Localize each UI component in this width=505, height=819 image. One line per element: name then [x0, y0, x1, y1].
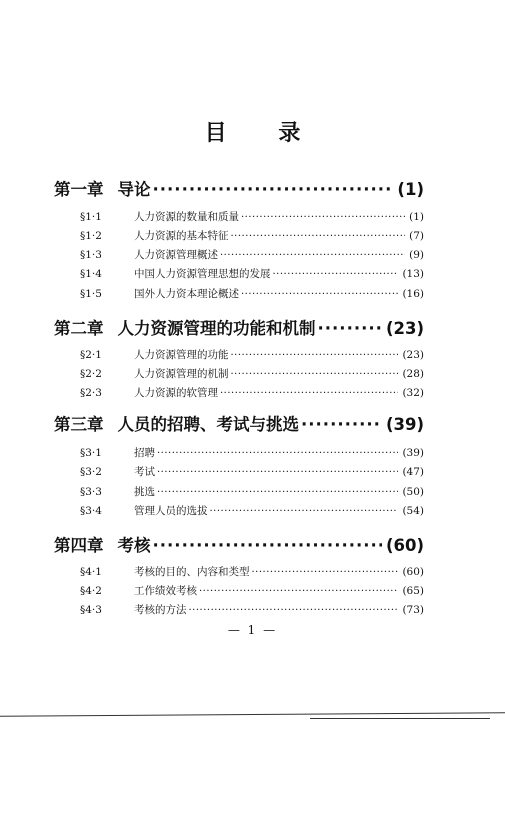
section-entry	[80, 347, 424, 362]
section-entry	[80, 266, 424, 281]
section-entry	[80, 445, 424, 460]
dot-leader	[273, 269, 399, 280]
section-title: 管理人员的选拔	[134, 505, 208, 517]
chapter-3-entry	[54, 411, 424, 435]
chapter-title: 人力资源管理的功能和机制	[117, 319, 316, 338]
section-number: §3·3	[80, 486, 102, 498]
page-number: — 1 —	[227, 623, 278, 637]
chapter-page: (39)	[385, 415, 424, 434]
section-page: (73)	[402, 604, 424, 616]
section-number: §1·5	[80, 288, 102, 300]
dot-leader	[220, 250, 405, 261]
section-title: 国外人力资本理论概述	[134, 288, 239, 300]
section-title: 挑选	[134, 486, 155, 498]
section-number: §1·1	[80, 211, 102, 223]
section-title: 人力资源的软管理	[134, 387, 218, 399]
section-entry	[80, 385, 424, 400]
chapter-2-entry	[54, 315, 424, 339]
scan-artifact-line	[0, 712, 505, 717]
dot-leader	[231, 231, 406, 242]
chapter-title: 考核	[117, 536, 151, 555]
dot-leader	[189, 605, 399, 616]
section-title: 人力资源管理的机制	[134, 368, 229, 380]
section-entry	[80, 484, 424, 499]
section-title: 人力资源管理概述	[134, 249, 218, 261]
scan-artifact-line	[310, 718, 490, 719]
section-number: §4·3	[80, 604, 102, 616]
section-page: (7)	[409, 230, 424, 242]
dot-leader	[301, 415, 382, 434]
section-title: 考试	[134, 466, 155, 478]
dot-leader	[252, 567, 399, 578]
chapter-number: 第一章	[54, 180, 104, 199]
section-entry	[80, 286, 424, 301]
chapter-page: (60)	[385, 536, 424, 555]
dot-leader	[220, 388, 398, 399]
section-title: 人力资源管理的功能	[134, 349, 229, 361]
section-number: §3·1	[80, 447, 102, 459]
dot-leader	[231, 369, 399, 380]
section-entry	[80, 247, 424, 262]
section-title: 人力资源的数量和质量	[134, 211, 239, 223]
section-title: 招聘	[134, 447, 155, 459]
section-number: §4·2	[80, 585, 102, 597]
section-number: §1·4	[80, 268, 102, 280]
section-title: 工作绩效考核	[134, 585, 197, 597]
section-page: (54)	[402, 505, 424, 517]
section-page: (32)	[402, 387, 424, 399]
section-page: (13)	[402, 268, 424, 280]
dot-leader	[157, 487, 398, 498]
section-entry	[80, 209, 424, 224]
section-page: (50)	[402, 486, 424, 498]
section-number: §1·2	[80, 230, 102, 242]
chapter-title: 导论	[117, 180, 151, 199]
chapter-page: (23)	[385, 319, 424, 338]
section-number: §2·3	[80, 387, 102, 399]
section-title: 人力资源的基本特征	[134, 230, 229, 242]
dot-leader	[199, 586, 398, 597]
section-page: (39)	[402, 447, 424, 459]
chapter-1-entry	[54, 176, 424, 200]
section-page: (47)	[402, 466, 424, 478]
section-number: §4·1	[80, 566, 102, 578]
section-page: (9)	[409, 249, 424, 261]
section-entry	[80, 366, 424, 381]
section-page: (28)	[402, 368, 424, 380]
section-number: §2·2	[80, 368, 102, 380]
section-entry	[80, 503, 424, 518]
dot-leader	[241, 212, 405, 223]
section-number: §3·4	[80, 505, 102, 517]
dot-leader	[231, 350, 399, 361]
section-title: 中国人力资源管理思想的发展	[134, 268, 271, 280]
section-entry	[80, 464, 424, 479]
section-entry	[80, 564, 424, 579]
section-page: (1)	[409, 211, 424, 223]
page-title: 目 录	[204, 121, 323, 146]
dot-leader	[153, 180, 394, 199]
chapter-number: 第三章	[54, 415, 104, 434]
dot-leader	[157, 448, 398, 459]
section-title: 考核的目的、内容和类型	[134, 566, 250, 578]
dot-leader	[241, 289, 398, 300]
chapter-title: 人员的招聘、考试与挑选	[117, 415, 299, 434]
dot-leader	[153, 536, 382, 555]
chapter-4-entry	[54, 532, 424, 556]
section-page: (23)	[402, 349, 424, 361]
section-number: §3·2	[80, 466, 102, 478]
section-page: (60)	[402, 566, 424, 578]
section-entry	[80, 602, 424, 617]
dot-leader	[157, 467, 398, 478]
section-number: §2·1	[80, 349, 102, 361]
section-entry	[80, 583, 424, 598]
dot-leader	[210, 506, 399, 517]
section-title: 考核的方法	[134, 604, 187, 616]
section-page: (65)	[402, 585, 424, 597]
dot-leader	[318, 319, 382, 338]
chapter-page: (1)	[397, 180, 424, 199]
section-page: (16)	[402, 288, 424, 300]
chapter-number: 第二章	[54, 319, 104, 338]
chapter-number: 第四章	[54, 536, 104, 555]
section-entry	[80, 228, 424, 243]
section-number: §1·3	[80, 249, 102, 261]
